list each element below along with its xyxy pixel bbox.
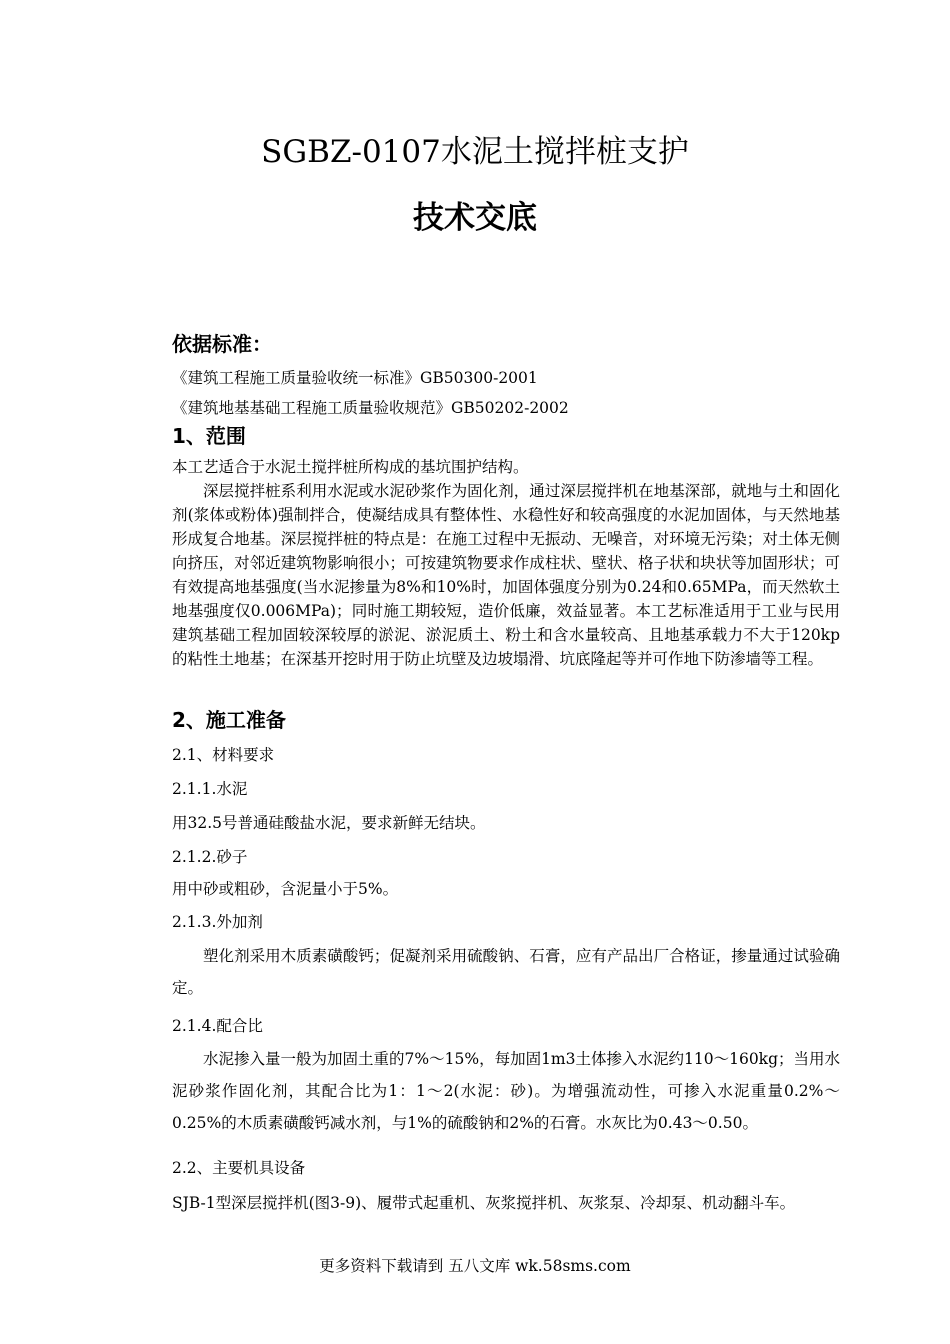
paragraph: 用32.5号普通硅酸盐水泥，要求新鲜无结块。: [172, 814, 486, 832]
standard-item: 《建筑地基基础工程施工质量验收规范》GB50202-2002: [172, 399, 569, 417]
document-subtitle: 技术交底: [413, 200, 537, 236]
section-heading-scope: 1、范围: [172, 424, 246, 448]
paragraph: SJB-1型深层搅拌机(图3-9)、履带式起重机、灰浆搅拌机、灰浆泵、冷却泵、机动翻斗车。: [172, 1194, 796, 1212]
subsection-heading: 2.1.2.砂子: [172, 848, 248, 866]
basis-heading: 依据标准：: [172, 332, 272, 356]
subsection-heading: 2.1.1.水泥: [172, 780, 248, 798]
subsection-heading: 2.1、材料要求: [172, 746, 275, 764]
document-title: SGBZ-0107水泥土搅拌桩支护: [261, 134, 689, 170]
footer-note: 更多资料下载请到 五八文库 wk.58sms.com: [319, 1257, 631, 1275]
scope-intro: 本工艺适合于水泥土搅拌桩所构成的基坑围护结构。: [172, 458, 529, 476]
paragraph: 用中砂或粗砂，含泥量小于5%。: [172, 880, 399, 898]
subsection-heading: 2.1.4.配合比: [172, 1017, 263, 1035]
paragraph: 塑化剂采用木质素磺酸钙；促凝剂采用硫酸钠、石膏，应有产品出厂合格证，掺量通过试验确定。: [172, 947, 840, 997]
standard-item: 《建筑工程施工质量验收统一标准》GB50300-2001: [172, 369, 538, 387]
subsection-heading: 2.2、主要机具设备: [172, 1159, 306, 1177]
scope-body: 深层搅拌桩系利用水泥或水泥砂浆作为固化剂，通过深层搅拌机在地基深部，就地与土和固化剂(浆体或粉体)强制拌合，使凝结成具有整体性、水稳性好和较高强度的水泥加固体，与天然地基形成复合地基。深层搅拌桩的特点是：在施工过程中无振动、无噪音，对环境无污染；对土体无侧向挤压，对邻近建筑物影响很小；可按建筑物要求作成柱状、壁状、格子状和块状等加固形状；可有效提高地基强度(当水泥掺量为8%和10%时，加固体强度分别为0.24和0.65MPa，而天然软土地基强度仅0.006MPa)；同时施工期较短，造价低廉，效益显著。本工艺标准适用于工业与民用建筑基础工程加固较深较厚的淤泥、淤泥质土、粉土和含水量较高、且地基承载力不大于120kp的粘性土地基；在深基开挖时用于防止坑壁及边坡塌滑、坑底隆起等并可作地下防渗墙等工程。: [172, 482, 840, 668]
subsection-heading: 2.1.3.外加剂: [172, 913, 263, 931]
paragraph: 水泥掺入量一般为加固土重的7%～15%，每加固1m3土体掺入水泥约110～160kg；当用水泥砂浆作固化剂，其配合比为1：1～2(水泥：砂)。为增强流动性，可掺入水泥重量0.2%～0.25%的木质素磺酸钙减水剂，与1%的硫酸钠和2%的石膏。水灰比为0.43～0.50。: [172, 1050, 840, 1132]
section-heading-preparation: 2、施工准备: [172, 708, 286, 732]
